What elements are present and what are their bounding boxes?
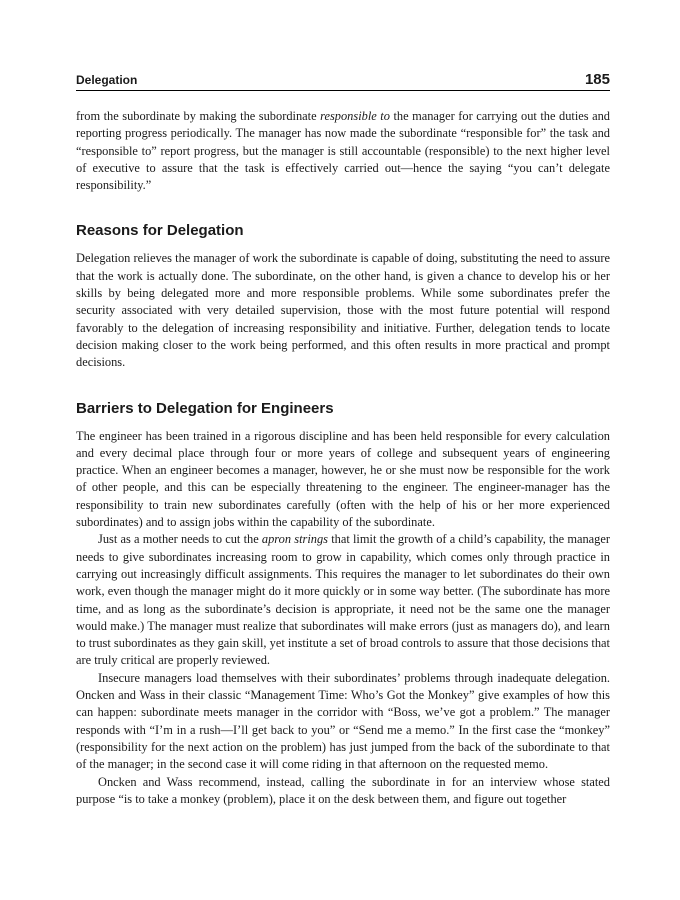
barriers-p2-emphasis: apron strings: [261, 532, 328, 547]
running-header: [76, 68, 610, 91]
barriers-p2-text-b: that limit the growth of a child’s capability, the manager needs to give subordinates increasing room to grow in capability, which comes only through practice in carrying out increasingly difficult assignments. This requires the manager to let subordinates do their own work, even though the manager might do it more quickly or in some way better. (The subordinate has more time, and as long as the subordinate’s decision is appropriate, it need not be the same one the manager would make.) The manager must realize that subordinates will make errors (just as managers do), and learn to trust subordinates as they gain skill, yet institute a set of broad controls to assure that those decisions that are truly critical are properly reviewed.: [76, 532, 610, 668]
continuation-text-a: from the subordinate by making the subordinate: [76, 109, 321, 123]
heading-reasons-for-delegation: Reasons for Delegation: [76, 222, 244, 240]
heading-barriers-to-delegation: Barriers to Delegation for Engineers: [76, 399, 334, 417]
barriers-paragraph-4: Oncken and Wass recommend, instead, calling the subordinate in for an interview whose stated purpose “is to take a monkey (problem), place it on the desk between them, and figure out together: [76, 774, 610, 806]
continuation-text-b: the manager for carrying out the duties and reporting progress periodically. The manager has now made the subordinate “responsible for” the task and “responsible to” report progress, but the manager is still accountable (responsible) to the next higher level of executive to assure that the task is effectively carried out—hence the saying “you can’t delegate responsibility.”: [76, 109, 610, 193]
running-title: Delegation: [76, 73, 138, 87]
book-page: [76, 68, 610, 808]
reasons-paragraph: Delegation relieves the manager of work the subordinate is capable of doing, substituting the need to assure that the work is actually done. The subordinate, on the other hand, is given a chance to develop his or her skills by being delegated more and more responsible problems. While some subordinates prefer the security associated with very detailed supervision, those with the most future potential will respond favorably to the delegation of increasing responsibility and initiative. Further, delegation tends to locate decision making closer to the work being performed, and this often results in more practical and prompt decisions.: [76, 251, 610, 370]
barriers-paragraph-2: [76, 531, 610, 669]
barriers-paragraph-1: The engineer has been trained in a rigorous discipline and has been held responsible for every calculation and every decimal place through four or more years of college and subsequent years of engineering practice. When an engineer becomes a manager, however, he or she must now be responsible for the work of other people, and this can be especially threatening to the engineer. The engineer-manager has the responsibility to train new subordinates carefully (often with the help of his or her more experienced subordinates) and to assign jobs within the capability of the subordinate.: [76, 428, 610, 530]
continuation-paragraph: [76, 108, 610, 194]
barriers-p2-text-a: Just as a mother needs to cut the: [98, 532, 262, 547]
page-number: 185: [584, 71, 610, 88]
barriers-paragraph-3: Insecure managers load themselves with their subordinates’ problems through inadequate delegation. Oncken and Wass in their classic “Management Time: Who’s Got the Monkey” give examples of how this can happen: subordinate meets manager in the corridor with “Boss, we’ve got a problem.” The manager responds with “I’m in a rush—I’ll get back to you” or “Send me a memo.” In the first case the “monkey” (responsibility for the next action on the problem) has just jumped from the back of the subordinate to that of the manager; in the second case it will come riding in that afternoon on the requested memo.: [76, 670, 610, 772]
continuation-emphasis: responsible to: [320, 109, 390, 123]
